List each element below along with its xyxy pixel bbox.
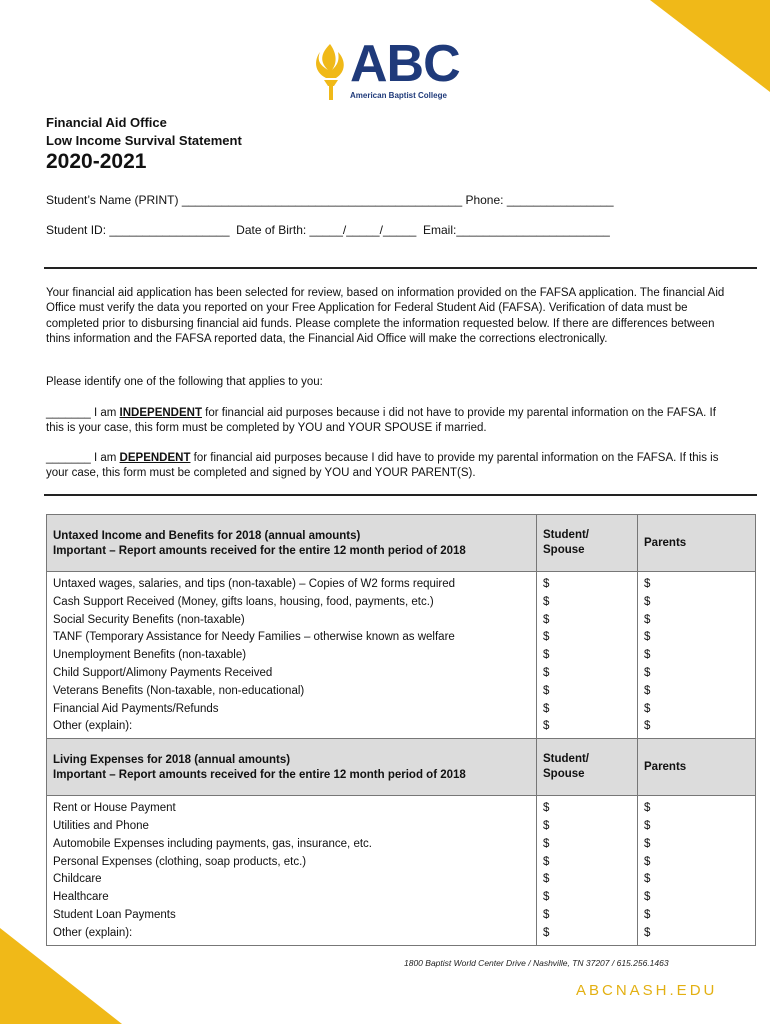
expenses-header-row bbox=[47, 739, 756, 796]
independent-label: INDEPENDENT bbox=[119, 407, 202, 419]
divider-top bbox=[44, 267, 757, 269]
income-expenses-table bbox=[46, 514, 756, 946]
student-amount-field[interactable]: $ bbox=[543, 595, 550, 608]
expense-item: Healthcare bbox=[53, 891, 109, 904]
expense-item: Utilities and Phone bbox=[53, 819, 149, 832]
expenses-body-row bbox=[47, 796, 756, 945]
income-item: Cash Support Received (Money, gifts loans, housing, food, payments, etc.) bbox=[53, 595, 434, 608]
income-subtitle: Important – Report amounts received for the entire 12 month period of 2018 bbox=[53, 545, 466, 557]
dependent-label: DEPENDENT bbox=[119, 452, 191, 464]
parent-amount-field[interactable]: $ bbox=[644, 837, 651, 850]
parent-amount-field[interactable]: $ bbox=[644, 926, 651, 939]
income-student-amounts[interactable] bbox=[537, 572, 638, 739]
independent-blank[interactable]: _______ bbox=[46, 407, 91, 419]
parent-amount-field[interactable]: $ bbox=[644, 684, 651, 697]
footer-website[interactable]: ABCNASH.EDU bbox=[576, 982, 718, 999]
income-item: Financial Aid Payments/Refunds bbox=[53, 702, 219, 715]
income-title: Untaxed Income and Benefits for 2018 (annual amounts) bbox=[53, 530, 361, 542]
office-name: Financial Aid Office bbox=[46, 115, 167, 130]
parent-amount-field[interactable]: $ bbox=[644, 631, 651, 644]
parent-amount-field[interactable]: $ bbox=[644, 649, 651, 662]
parent-amount-field[interactable]: $ bbox=[644, 891, 651, 904]
income-col-parents: Parents bbox=[638, 515, 756, 572]
student-amount-field[interactable]: $ bbox=[543, 649, 550, 662]
expense-item: Student Loan Payments bbox=[53, 908, 176, 921]
logo-college-name: American Baptist College bbox=[350, 91, 447, 100]
income-item: Other (explain): bbox=[53, 720, 133, 733]
expenses-title: Living Expenses for 2018 (annual amounts) bbox=[53, 754, 291, 767]
parent-amount-field[interactable]: $ bbox=[644, 720, 651, 733]
parent-amount-field[interactable]: $ bbox=[644, 578, 651, 590]
college-logo bbox=[312, 35, 462, 102]
expense-item: Rent or House Payment bbox=[53, 802, 176, 815]
parent-amount-field[interactable]: $ bbox=[644, 666, 651, 679]
student-amount-field[interactable]: $ bbox=[543, 702, 550, 715]
name-phone-line[interactable]: Student’s Name (PRINT) __________________________________________ Phone: ________________ bbox=[46, 193, 614, 207]
award-year: 2020-2021 bbox=[46, 150, 147, 173]
student-amount-field[interactable]: $ bbox=[543, 873, 550, 886]
expenses-items bbox=[47, 796, 537, 945]
expense-item: Other (explain): bbox=[53, 926, 133, 939]
parent-amount-field[interactable]: $ bbox=[644, 595, 651, 608]
income-item: Veterans Benefits (Non-taxable, non-educational) bbox=[53, 684, 305, 697]
income-item: Untaxed wages, salaries, and tips (non-taxable) – Copies of W2 forms required bbox=[53, 578, 456, 590]
form-title: Low Income Survival Statement bbox=[46, 133, 242, 148]
expenses-parent-amounts[interactable] bbox=[638, 796, 756, 945]
income-col-student: Student/ Spouse bbox=[537, 515, 638, 572]
student-amount-field[interactable]: $ bbox=[543, 802, 550, 815]
option-dependent[interactable]: _______ I am DEPENDENT for financial aid purposes because I did have to provide my parental information on the FAFSA. If this is your case, this form must be completed and signed by YOU and YOUR PARENT(S). bbox=[46, 452, 719, 479]
student-amount-field[interactable]: $ bbox=[543, 891, 550, 904]
expense-item: Childcare bbox=[53, 873, 102, 886]
parent-amount-field[interactable]: $ bbox=[644, 702, 651, 715]
income-item: TANF (Temporary Assistance for Needy Families – otherwise known as welfare bbox=[53, 631, 455, 644]
option-independent[interactable]: _______ I am INDEPENDENT for financial aid purposes because i did not have to provide my parental information on the FAFSA. If this is your case, this form must be completed by YOU and YOUR SPOUSE if married. bbox=[46, 407, 716, 434]
torch-icon bbox=[312, 42, 350, 100]
expense-item: Personal Expenses (clothing, soap products, etc.) bbox=[53, 855, 307, 868]
dependent-blank[interactable]: _______ bbox=[46, 452, 91, 464]
student-amount-field[interactable]: $ bbox=[543, 613, 550, 626]
income-header-row bbox=[47, 515, 756, 572]
income-body-row bbox=[47, 572, 756, 739]
intro-paragraph: Your financial aid application has been selected for review, based on information provided on the FAFSA application. The financial Aid Office must verify the data you reported on your Free Application for Federal Student Aid (FAFSA). Verification of data must be completed prior to disbursing financial aid funds. Please complete the information requested below. If there are differences between thins information and the FAFSA reported data, the Financial Aid Office will make the corrections electronically. bbox=[46, 287, 725, 345]
income-item: Child Support/Alimony Payments Received bbox=[53, 666, 273, 679]
parent-amount-field[interactable]: $ bbox=[644, 819, 651, 832]
student-amount-field[interactable]: $ bbox=[543, 684, 550, 697]
student-amount-field[interactable]: $ bbox=[543, 926, 550, 939]
expenses-col-parents: Parents bbox=[638, 739, 756, 796]
identify-prompt: Please identify one of the following that applies to you: bbox=[46, 376, 323, 388]
student-amount-field[interactable]: $ bbox=[543, 578, 550, 590]
expense-item: Automobile Expenses including payments, gas, insurance, etc. bbox=[53, 837, 372, 850]
parent-amount-field[interactable]: $ bbox=[644, 802, 651, 815]
student-amount-field[interactable]: $ bbox=[543, 631, 550, 644]
expenses-col-student: Student/ Spouse bbox=[537, 739, 638, 796]
id-dob-email-line[interactable]: Student ID: __________________ Date of Birth: _____/_____/_____ Email:_______________________ bbox=[46, 223, 610, 237]
parent-amount-field[interactable]: $ bbox=[644, 873, 651, 886]
logo-abbr: ABC bbox=[350, 35, 460, 93]
income-item: Unemployment Benefits (non-taxable) bbox=[53, 649, 247, 662]
student-amount-field[interactable]: $ bbox=[543, 908, 550, 921]
student-amount-field[interactable]: $ bbox=[543, 837, 550, 850]
income-parent-amounts[interactable] bbox=[638, 572, 756, 739]
form-header bbox=[46, 114, 242, 150]
income-item: Social Security Benefits (non-taxable) bbox=[53, 613, 245, 626]
corner-decoration-top bbox=[650, 0, 770, 92]
divider-middle bbox=[44, 494, 757, 496]
student-amount-field[interactable]: $ bbox=[543, 666, 550, 679]
parent-amount-field[interactable]: $ bbox=[644, 855, 651, 868]
expenses-student-amounts[interactable] bbox=[537, 796, 638, 945]
student-amount-field[interactable]: $ bbox=[543, 855, 550, 868]
student-amount-field[interactable]: $ bbox=[543, 819, 550, 832]
expenses-subtitle: Important – Report amounts received for the entire 12 month period of 2018 bbox=[53, 769, 466, 782]
income-items bbox=[47, 572, 537, 739]
student-amount-field[interactable]: $ bbox=[543, 720, 550, 733]
footer-address: 1800 Baptist World Center Drive / Nashville, TN 37207 / 615.256.1463 bbox=[404, 958, 669, 968]
parent-amount-field[interactable]: $ bbox=[644, 908, 651, 921]
parent-amount-field[interactable]: $ bbox=[644, 613, 651, 626]
